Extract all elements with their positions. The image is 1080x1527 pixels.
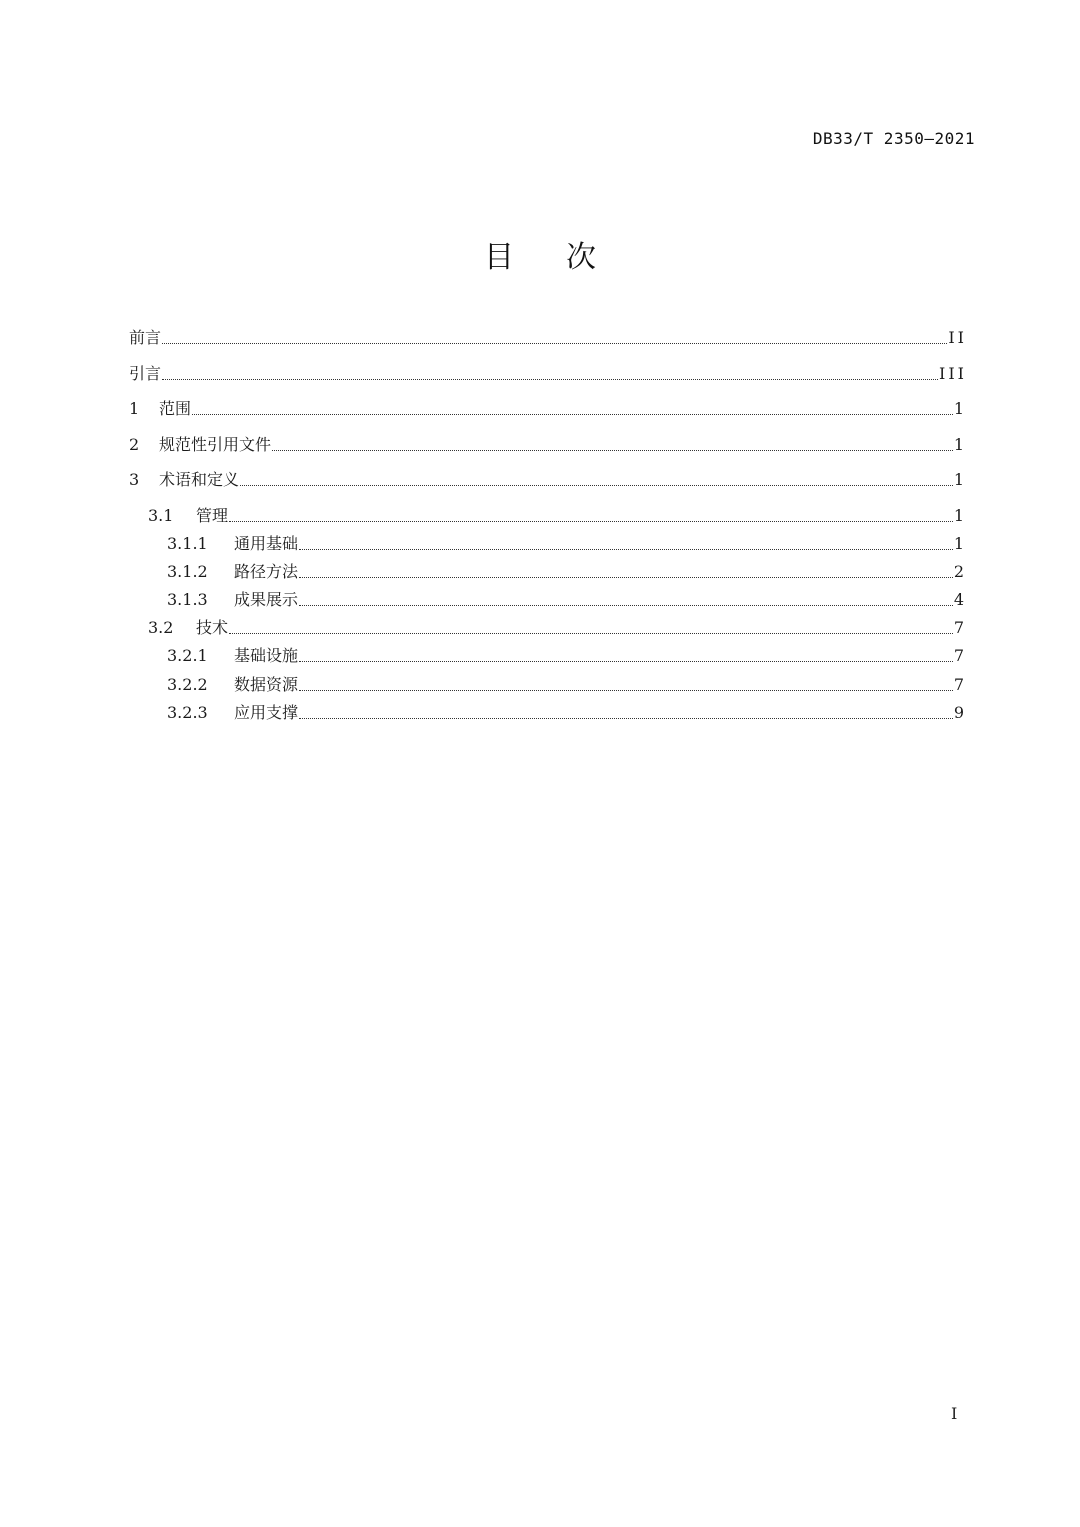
toc-entry-terms-definitions[interactable]: [129, 470, 967, 490]
toc-entry-label: 数据资源: [234, 675, 299, 694]
toc-entry-general-basis[interactable]: [167, 534, 967, 554]
toc-entry-label: 前言: [129, 328, 162, 347]
toc-entry-label: 技术: [196, 618, 229, 637]
toc-entry-number: 3: [129, 470, 140, 489]
toc-entry-number: 3.2.3: [167, 703, 208, 722]
toc-entry-label: 成果展示: [234, 590, 299, 609]
toc-entry-label: 应用支撑: [234, 703, 299, 722]
toc-entry-results-display[interactable]: [167, 590, 967, 610]
toc-leader-dots: [299, 703, 953, 723]
toc-entry-label: 管理: [196, 506, 229, 525]
toc-entry-page: 7: [953, 618, 967, 637]
toc-entry-page: 2: [953, 562, 967, 581]
toc-entry-label: 规范性引用文件: [159, 435, 272, 454]
toc-entry-label: 术语和定义: [159, 470, 240, 489]
toc-entry-infrastructure[interactable]: [167, 646, 967, 666]
toc-entry-page: II: [948, 328, 967, 347]
toc-leader-dots: [299, 534, 953, 554]
toc-entry-number: 3.1.2: [167, 562, 208, 581]
toc-entry-number: 3.2.2: [167, 675, 208, 694]
toc-leader-dots: [299, 590, 953, 610]
toc-entry-normative-references[interactable]: [129, 435, 967, 455]
toc-entry-page: 1: [953, 506, 967, 525]
toc-entry-number: 3.1: [148, 506, 174, 525]
toc-entry-number: 3.2: [148, 618, 174, 637]
toc-leader-dots: [299, 646, 953, 666]
toc-entry-page: 7: [953, 675, 967, 694]
toc-entry-page: 1: [953, 534, 967, 553]
toc-entry-label: 通用基础: [234, 534, 299, 553]
toc-leader-dots: [299, 562, 953, 582]
toc-entry-number: 2: [129, 435, 140, 454]
toc-leader-dots: [240, 470, 953, 490]
toc-entry-page: 7: [953, 646, 967, 665]
toc-entry-label: 基础设施: [234, 646, 299, 665]
toc-entry-management[interactable]: [148, 506, 967, 526]
toc-entry-page: 1: [953, 435, 967, 454]
toc-entry-label: 引言: [129, 364, 162, 383]
document-code: DB33/T 2350—2021: [812, 129, 975, 148]
toc-entry-introduction[interactable]: [129, 364, 967, 384]
toc-entry-page: 4: [953, 590, 967, 609]
toc-entry-application-support[interactable]: [167, 703, 967, 723]
toc-entry-page: 9: [953, 703, 967, 722]
toc-entry-foreword[interactable]: [129, 328, 967, 348]
toc-leader-dots: [162, 328, 947, 348]
toc-entry-scope[interactable]: [129, 399, 967, 419]
toc-entry-number: 1: [129, 399, 140, 418]
toc-leader-dots: [229, 506, 953, 526]
toc-entry-page: 1: [953, 470, 967, 489]
toc-entry-page: III: [939, 364, 967, 383]
toc-leader-dots: [272, 435, 953, 455]
toc-leader-dots: [162, 364, 938, 384]
toc-leader-dots: [229, 618, 953, 638]
toc-entry-technology[interactable]: [148, 618, 967, 638]
toc-entry-number: 3.1.1: [167, 534, 208, 553]
toc-entry-label: 路径方法: [234, 562, 299, 581]
toc-entry-path-methods[interactable]: [167, 562, 967, 582]
toc-entry-data-resources[interactable]: [167, 675, 967, 695]
toc-entry-number: 3.2.1: [167, 646, 208, 665]
toc-entry-label: 范围: [159, 399, 192, 418]
page-title: 目次: [484, 240, 648, 275]
page-number: I: [951, 1404, 958, 1423]
toc-leader-dots: [299, 675, 953, 695]
toc-entry-page: 1: [953, 399, 967, 418]
toc-entry-number: 3.1.3: [167, 590, 208, 609]
toc-leader-dots: [192, 399, 953, 419]
